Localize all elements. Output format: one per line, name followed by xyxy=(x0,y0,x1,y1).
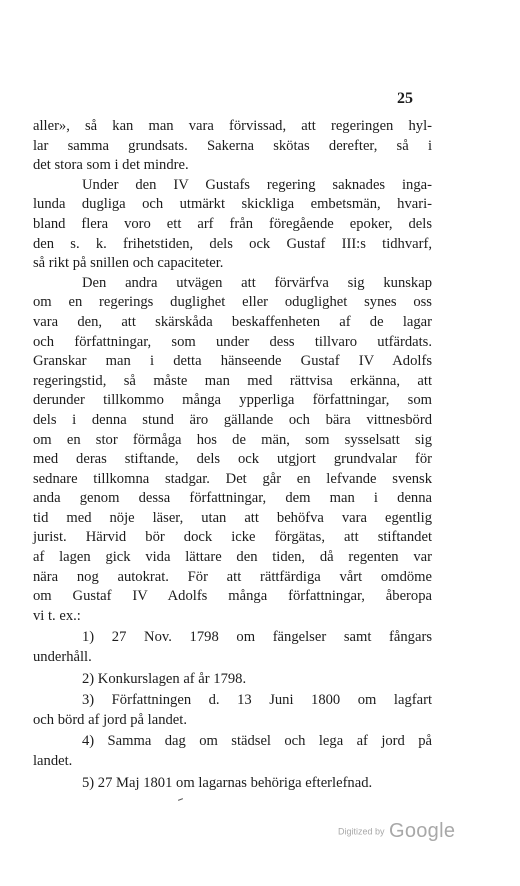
text-line: med deras stiftande, dels ock utgjort grundvalar för xyxy=(33,451,432,468)
list-item-text: 3) Författningen d. 13 Juni 1800 om lagfart xyxy=(82,692,432,709)
text-line: Den andra utvägen att förvärfva sig kunskap xyxy=(82,274,432,291)
list-item xyxy=(33,732,432,771)
ink-speck xyxy=(178,798,183,801)
body-text xyxy=(33,117,432,793)
list-item-text: 4) Samma dag om städsel och lega af jord på xyxy=(82,733,432,750)
text-line: om en regerings duglighet eller oduglighet synes oss xyxy=(33,294,432,311)
text-line: så rikt på snillen och capaciteter. xyxy=(33,255,224,272)
text-line: lunda dugliga och utmärkt skickliga embetsmän, hvari- xyxy=(33,196,432,213)
text-line: anda genom dessa författningar, dem man i denna xyxy=(33,490,432,507)
text-line: regeringstid, så måste man med rättvisa erkänna, att xyxy=(33,372,432,389)
list-item-text: 2) Konkurslagen af år 1798. xyxy=(82,670,247,687)
text-line: lar samma grundsats. Sakerna skötas derefter, så i xyxy=(33,137,432,154)
text-line: aller», så kan man vara förvissad, att regeringen hyl- xyxy=(33,118,432,134)
text-line: och författningar, som under dess tillvaro utfärdats. xyxy=(33,333,432,350)
text-line: derunder tillkommo många ypperliga författningar, som xyxy=(33,392,432,409)
list-item-text: och börd af jord på landet. xyxy=(33,711,187,728)
text-line: Under den IV Gustafs regering saknades inga- xyxy=(82,176,432,193)
text-line: den s. k. frihetstiden, dels ock Gustaf III:s tidhvarf, xyxy=(33,235,432,252)
watermark-prefix: Digitized by xyxy=(338,826,385,837)
list-item xyxy=(33,628,432,667)
text-line: af lagen gick vida lättare den tiden, då regenten var xyxy=(33,549,432,566)
text-line: jurist. Härvid bör dock icke förgätas, att stiftandet xyxy=(33,529,432,546)
list-item-text: underhåll. xyxy=(33,649,92,666)
digitization-watermark xyxy=(338,820,455,843)
text-line: bland flera voro ett arf från föregående epoker, dels xyxy=(33,215,432,232)
text-line: sednare tillkomna stadgar. Det går en lefvande svensk xyxy=(33,470,432,487)
text-line: vara den, att skärskåda beskaffenheten af de lagar xyxy=(33,313,432,330)
text-line: tid med nöje läser, utan att behöfva vara egentlig xyxy=(33,509,432,526)
statute-list xyxy=(33,628,432,793)
list-item xyxy=(33,774,432,794)
text-line: vi t. ex.: xyxy=(33,607,81,624)
paragraph-3 xyxy=(33,274,432,627)
list-item-text: 5) 27 Maj 1801 om lagarnas behöriga efterlefnad. xyxy=(82,774,373,791)
paragraph-1 xyxy=(33,117,432,176)
text-line: om Gustaf IV Adolfs många författningar, åberopa xyxy=(33,588,432,605)
text-line: Granskar man i detta hänseende Gustaf IV Adolfs xyxy=(33,353,432,370)
text-line: dels i denna stund äro gällande och bära vittnesbörd xyxy=(33,411,432,428)
list-item-text: 1) 27 Nov. 1798 om fängelser samt fångars xyxy=(82,629,432,646)
list-item-text: landet. xyxy=(33,753,73,769)
text-line: det stora som i det mindre. xyxy=(33,157,189,174)
list-item xyxy=(33,691,432,730)
page-number: 25 xyxy=(397,90,413,107)
paragraph-2 xyxy=(33,176,432,274)
text-line: om en stor förmåga hos de män, som sysselsatt sig xyxy=(33,431,432,448)
list-item xyxy=(33,670,432,690)
text-line: nära nog autokrat. För att rättfärdiga vårt omdöme xyxy=(33,568,432,585)
watermark-brand: Google xyxy=(388,820,456,842)
